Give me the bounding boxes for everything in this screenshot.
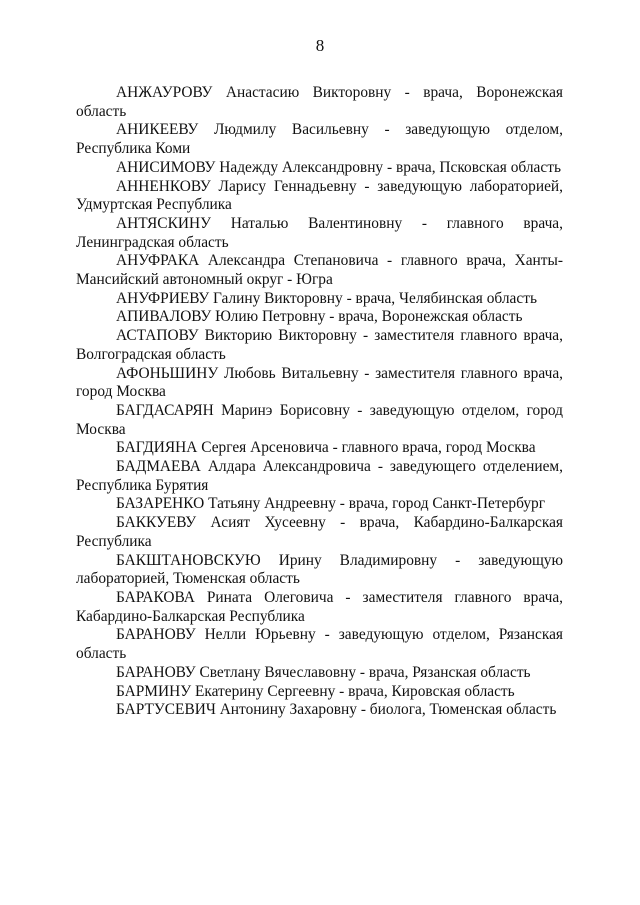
list-item: БАРАКОВА Рината Олеговича - заместителя главного врача, Кабардино-Балкарская Республика <box>76 588 563 625</box>
list-item: БАРАНОВУ Светлану Вячеславовну - врача, Рязанская область <box>116 663 531 681</box>
award-list <box>76 84 563 720</box>
list-item: АФОНЬШИНУ Любовь Витальевну - заместителя главного врача, город Москва <box>76 364 563 401</box>
list-item: АНИКЕЕВУ Людмилу Васильевну - заведующую отделом, Республика Коми <box>76 121 563 158</box>
page-number: 8 <box>315 36 325 55</box>
list-item: БАКШТАНОВСКУЮ Ирину Владимировну - заведующую лабораторией, Тюменская область <box>76 551 563 588</box>
list-item: БАРАНОВУ Нелли Юрьевну - заведующую отделом, Рязанская область <box>76 626 563 663</box>
list-item: БАККУЕВУ Асият Хусеевну - врача, Кабардино-Балкарская Республика <box>76 514 563 550</box>
list-item: БАЗАРЕНКО Татьяну Андреевну - врача, город Санкт-Петербург <box>116 495 546 513</box>
list-item: АПИВАЛОВУ Юлию Петровну - врача, Воронежская область <box>116 308 523 326</box>
list-item: АСТАПОВУ Викторию Викторовну - заместителя главного врача, Волгоградская область <box>76 327 563 363</box>
list-item: АННЕНКОВУ Ларису Геннадьевну - заведующую лабораторией, Удмуртская Республика <box>76 177 563 214</box>
list-item: БАРТУСЕВИЧ Антонину Захаровну - биолога, Тюменская область <box>116 701 557 719</box>
list-item: АНУФРАКА Александра Степановича - главного врача, Ханты-Мансийский автономный округ - Югра <box>76 252 563 289</box>
list-item: АНЖАУРОВУ Анастасию Викторовну - врача, Воронежская область <box>76 84 563 120</box>
list-item: БАГДАСАРЯН Маринэ Борисовну - заведующую отделом, город Москва <box>76 401 563 438</box>
list-item: БАГДИЯНА Сергея Арсеновича - главного врача, город Москва <box>116 439 536 457</box>
list-item: АНТЯСКИНУ Наталью Валентиновну - главного врача, Ленинградская область <box>76 214 563 251</box>
list-item: АНИСИМОВУ Надежду Александровну - врача, Псковская область <box>116 158 561 176</box>
list-item: БАРМИНУ Екатерину Сергеевну - врача, Кировская область <box>116 682 515 700</box>
list-item: АНУФРИЕВУ Галину Викторовну - врача, Челябинская область <box>116 289 537 307</box>
list-item: БАДМАЕВА Алдара Александровича - заведующего отделением, Республика Бурятия <box>76 458 563 494</box>
